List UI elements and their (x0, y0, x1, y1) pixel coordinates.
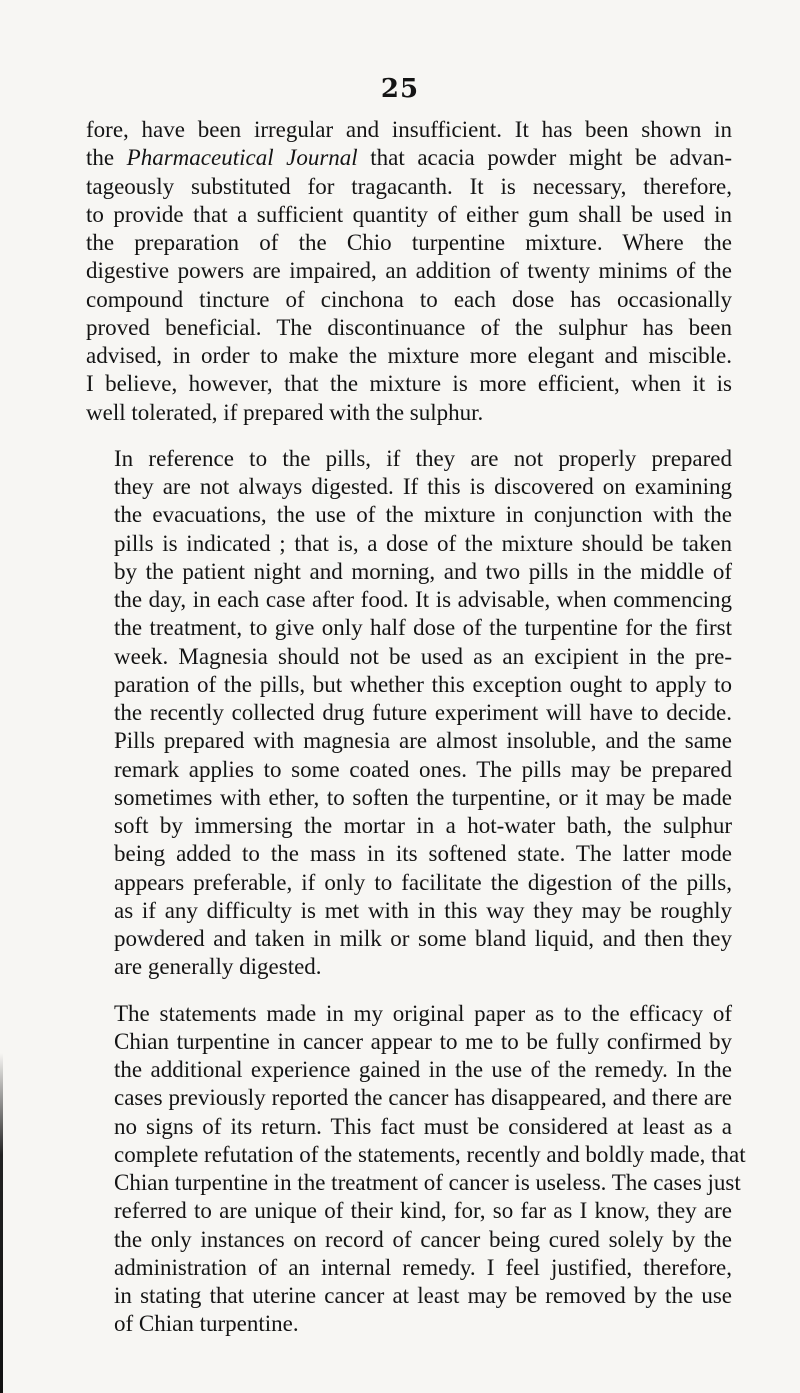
paragraph-3 (86, 1000, 746, 1339)
text-line: the only instances on record of cancer being cured solely by the (114, 1226, 732, 1252)
body-text (86, 116, 746, 1357)
text-line: they are not always digested. If this is discovered on examining (114, 474, 732, 499)
text-line: by the patient night and morning, and two pills in the middle of (114, 558, 732, 584)
text-line: Chian turpentine in the treatment of cancer is useless. The cases just (114, 1170, 741, 1195)
text-line: pills is indicated ; that is, a dose of the mixture should be taken (114, 530, 732, 556)
text-line: in stating that uterine cancer at least may be removed by the use (114, 1283, 732, 1308)
text-line: as if any difficulty is met with in this way they may be roughly (114, 897, 732, 923)
text-line: compound tincture of cinchona to each dose has occasionally (86, 286, 732, 312)
page-edge-shadow (0, 1053, 3, 1393)
text-line: the treatment, to give only half dose of the turpentine for the first (114, 615, 732, 641)
text-line: I believe, however, that the mixture is more efficient, when it is (86, 371, 732, 397)
text-line: cases previously reported the cancer has disappeared, and there are (114, 1085, 732, 1111)
text-line: of Chian turpentine. (114, 1311, 299, 1337)
text-line: Pills prepared with magnesia are almost insoluble, and the same (114, 728, 732, 754)
text-line: advised, in order to make the mixture more elegant and miscible. (86, 343, 732, 368)
text-line: fore, have been irregular and insufficient. It has been shown in (86, 117, 732, 142)
text-line: to provide that a sufficient quantity of either gum shall be used in (86, 201, 732, 227)
text-line: are generally digested. (114, 954, 322, 980)
text-line: the day, in each case after food. It is advisable, when commencing (114, 587, 732, 612)
text-line: digestive powers are impaired, an addition of twenty minims of the (86, 258, 732, 284)
text-line: paration of the pills, but whether this exception ought to apply to (114, 671, 732, 697)
text-line: tageously substituted for tragacanth. It is necessary, therefore, (86, 173, 732, 199)
text-line: week. Magnesia should not be used as an excipient in the pre- (114, 643, 732, 669)
text-line: the additional experience gained in the use of the remedy. In the (114, 1057, 732, 1082)
text-line: complete refutation of the statements, recently and boldly made, that (114, 1141, 746, 1167)
text-line: well tolerated, if prepared with the sulphur. (86, 399, 484, 425)
text-line: The statements made in my original paper as to the efficacy of (114, 1000, 732, 1026)
text-line: soft by immersing the mortar in a hot-water bath, the sulphur (114, 813, 732, 838)
text-line: remark applies to some coated ones. The pills may be prepared (114, 756, 732, 782)
text-line: powdered and taken in milk or some bland liquid, and then they (114, 926, 732, 951)
text-line: In reference to the pills, if they are not properly prepared (114, 445, 732, 471)
paragraph-1 (86, 116, 732, 427)
text-line: Chian turpentine in cancer appear to me to be fully confirmed by (114, 1028, 732, 1054)
text-line: the Pharmaceutical Journal that acacia powder might be advan- (86, 145, 732, 171)
text-line: sometimes with ether, to soften the turpentine, or it may be made (114, 784, 732, 810)
text-line: the preparation of the Chio turpentine mixture. Where the (86, 230, 732, 255)
text-line: being added to the mass in its softened state. The latter mode (114, 841, 732, 867)
text-line: no signs of its return. This fact must be considered at least as a (114, 1113, 732, 1139)
page-number: 25 (380, 74, 420, 104)
text-line: proved beneficial. The discontinuance of the sulphur has been (86, 314, 732, 340)
text-line: administration of an internal remedy. I feel justified, therefore, (114, 1254, 732, 1280)
text-line: the evacuations, the use of the mixture in conjunction with the (114, 502, 732, 528)
text-line: appears preferable, if only to facilitate the digestion of the pills, (114, 869, 732, 895)
text-line: the recently collected drug future experiment will have to decide. (114, 700, 732, 725)
text-line: referred to are unique of their kind, for, so far as I know, they are (114, 1198, 732, 1224)
paragraph-2 (86, 445, 732, 982)
